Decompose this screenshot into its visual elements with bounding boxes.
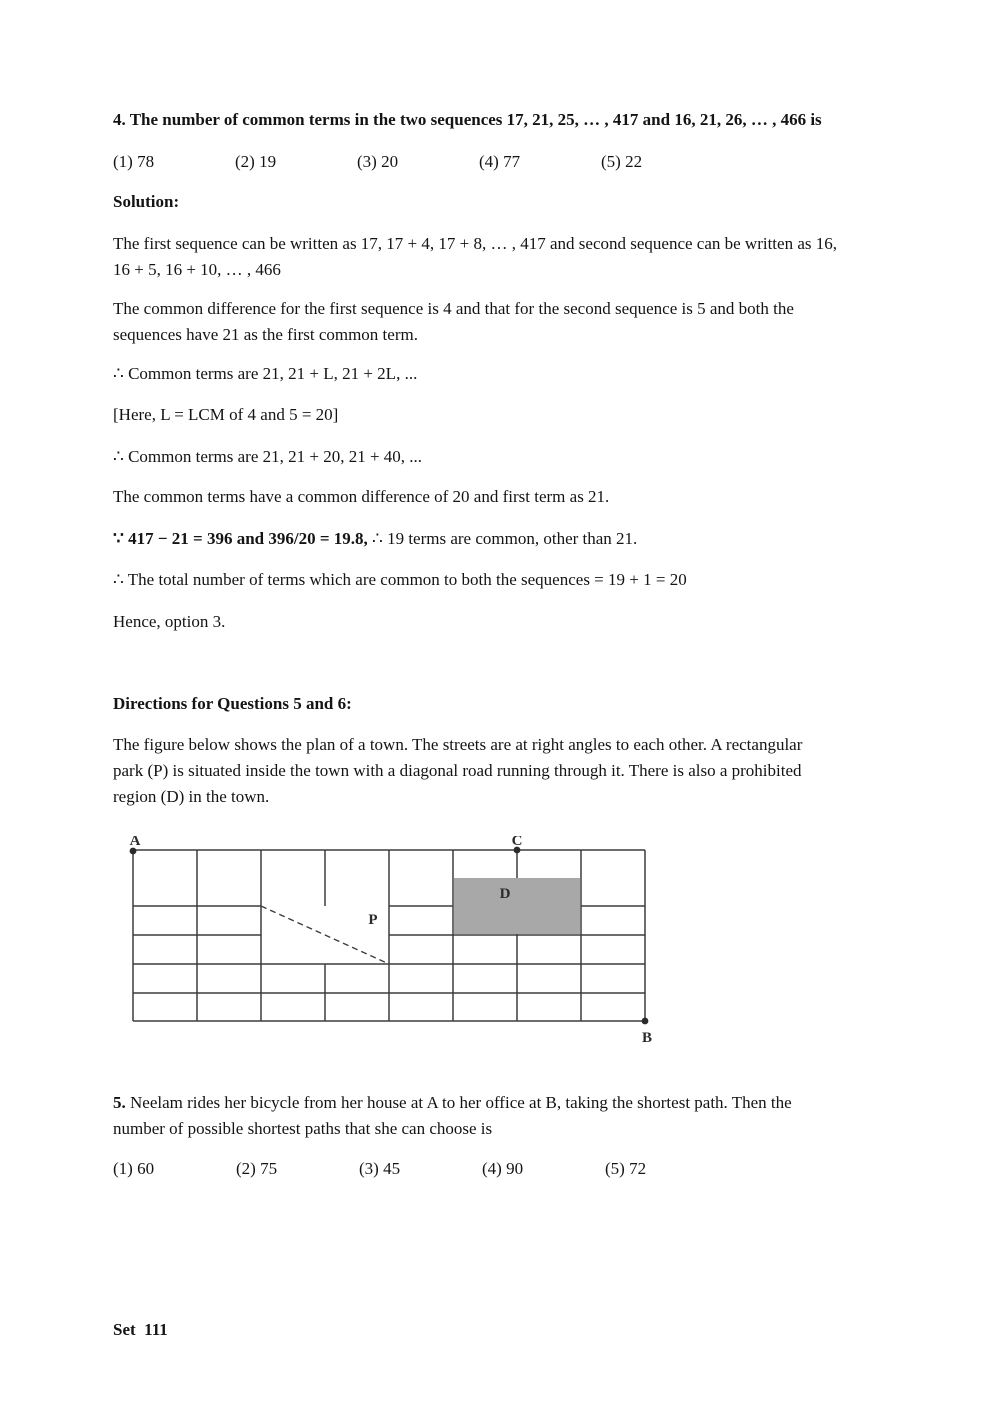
question-4-text: The number of common terms in the two sequences 17, 21, 25, … , 417 and 16, 21, 26, … , 466 is [129,110,822,129]
prohibited-region [454,878,581,934]
solution-lcm-note: [Here, L = LCM of 4 and 5 = 20] [113,405,339,424]
point-b-dot [642,1018,649,1025]
label-p: P [368,912,378,928]
label-d: D [499,886,511,902]
option-1: (1) 78 [113,152,155,171]
page-content [113,107,925,1182]
solution-p1-line1: The first sequence can be written as 17, 17 + 4, 17 + 8, … , 417 and second sequence can be written as 16, [113,234,837,253]
directions-paragraph [113,732,925,810]
question-5-line2: number of possible shortest paths that she can choose is [113,1119,493,1138]
label-c: C [511,836,523,849]
solution-common-diff: The common terms have a common difference of 20 and first term as 21. [113,487,610,506]
solution-paragraph-2 [113,296,925,348]
town-plan-svg [128,836,662,1050]
option-2: (2) 19 [235,152,277,171]
question-5-options [113,1156,925,1182]
footer-set-number: Set 111 [113,1320,168,1339]
label-a: A [129,836,141,849]
solution-paragraph-1 [113,231,925,283]
solution-p1-line2: 16 + 5, 16 + 10, … , 466 [113,260,281,279]
solution-hence: Hence, option 3. [113,612,226,631]
question-5-number: 5. [113,1093,126,1112]
solution-because-bold: ∵ 417 − 21 = 396 and 396/20 = 19.8, [113,529,368,548]
option-5: (5) 72 [605,1159,647,1178]
solution-p2-line1: The common difference for the first sequence is 4 and that for the second sequence is 5 and both the [113,299,794,318]
solution-therefore-1: ∴ Common terms are 21, 21 + L, 21 + 2L, ... [113,364,418,383]
option-3: (3) 45 [359,1159,401,1178]
option-4: (4) 77 [479,152,521,171]
solution-p2-line2: sequences have 21 as the first common term. [113,325,418,344]
directions-line3: region (D) in the town. [113,787,270,806]
solution-heading: Solution: [113,192,180,211]
directions-line2: park (P) is situated inside the town with a diagonal road running through it. There is also a prohibited [113,761,802,780]
option-3: (3) 20 [357,152,399,171]
question-5-text: Neelam rides her bicycle from her house at A to her office at B, taking the shortest path. Then the [130,1093,792,1112]
solution-because-line [113,526,925,552]
grid-streets [133,850,645,1021]
question-5 [113,1090,925,1142]
option-2: (2) 75 [236,1159,278,1178]
option-5: (5) 22 [601,152,643,171]
solution-because-rest: ∴ 19 terms are common, other than 21. [372,529,638,548]
figure-town-plan [128,836,662,1050]
directions-line1: The figure below shows the plan of a town. The streets are at right angles to each other. A rectangular [113,735,803,754]
directions-heading: Directions for Questions 5 and 6: [113,694,352,713]
question-4 [113,107,925,133]
option-4: (4) 90 [482,1159,524,1178]
question-4-options [113,149,925,175]
question-4-number: 4. [113,110,126,129]
solution-therefore-2: ∴ Common terms are 21, 21 + 20, 21 + 40, ... [113,447,423,466]
option-1: (1) 60 [113,1159,155,1178]
question-5-line1 [113,1090,925,1116]
solution-total-line: ∴ The total number of terms which are common to both the sequences = 19 + 1 = 20 [113,570,687,589]
label-b: B [641,1030,653,1046]
